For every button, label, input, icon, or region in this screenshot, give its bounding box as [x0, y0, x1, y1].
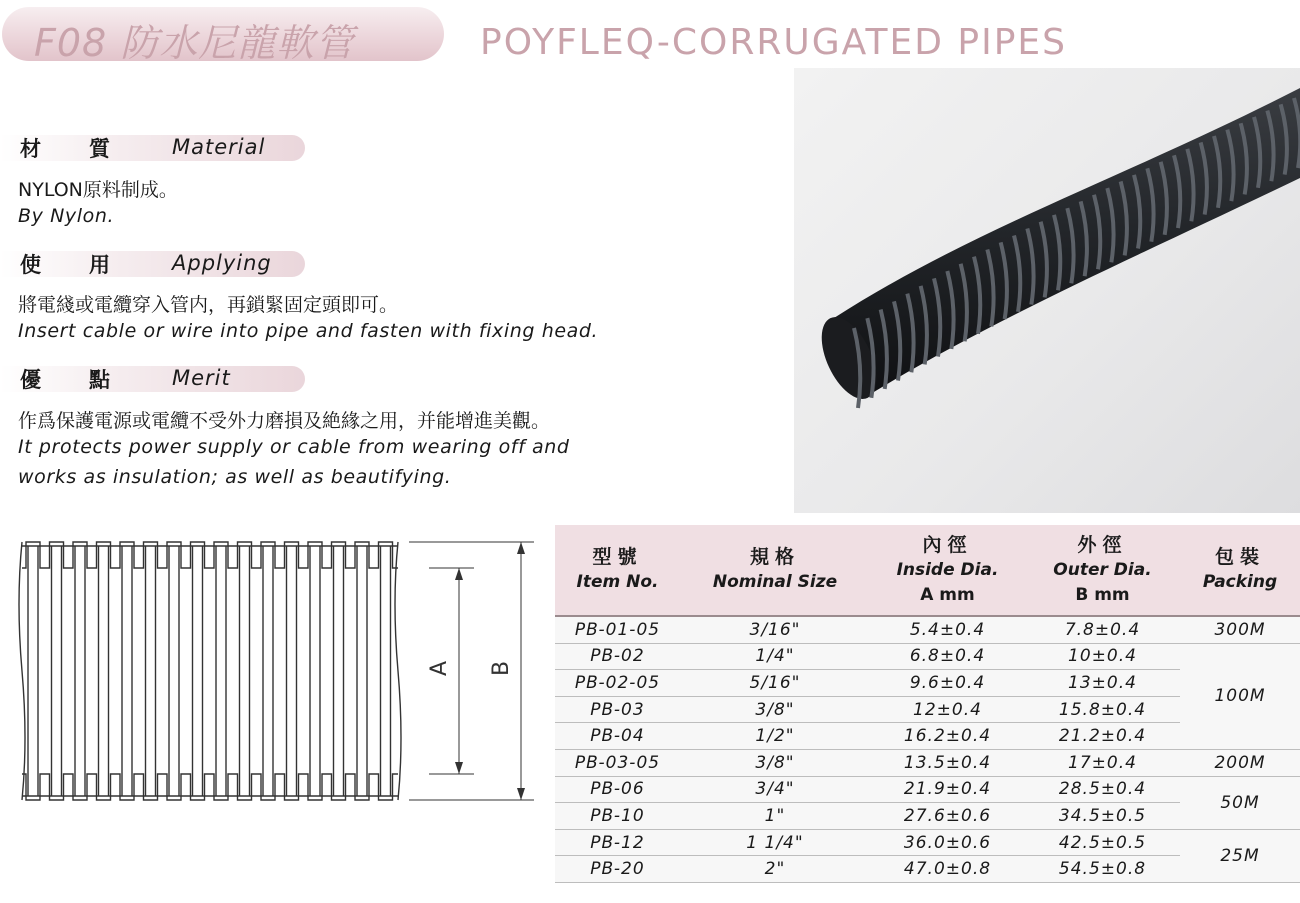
dimension-b-label: B — [489, 660, 514, 676]
pipe-drawing — [14, 528, 544, 818]
applying-zh-label: 使用 — [20, 253, 158, 277]
material-en-text: By Nylon. — [18, 205, 115, 227]
table-row: PB-03 3/8" 12±0.4 15.8±0.4 — [555, 696, 1300, 723]
table-row: PB-12 1 1/4" 36.0±0.6 42.5±0.5 25M — [555, 829, 1300, 856]
packing-cell: 25M — [1180, 829, 1300, 882]
applying-en-label: Applying — [172, 251, 272, 275]
table-row: PB-01-05 3/16" 5.4±0.4 7.8±0.4 300M — [555, 616, 1300, 643]
table-row: PB-04 1/2" 16.2±0.4 21.2±0.4 — [555, 723, 1300, 750]
table-row: PB-06 3/4" 21.9±0.4 28.5±0.4 50M — [555, 776, 1300, 803]
material-zh-text: NYLON原料制成。 — [18, 179, 178, 201]
table-row: PB-02-05 5/16" 9.6±0.4 13±0.4 — [555, 670, 1300, 697]
table-row: PB-20 2" 47.0±0.8 54.5±0.8 — [555, 856, 1300, 883]
applying-en-text: Insert cable or wire into pipe and fasten with fixing head. — [18, 320, 599, 342]
table-row: PB-02 1/4" 6.8±0.4 10±0.4 100M — [555, 643, 1300, 670]
packing-cell: 300M — [1180, 616, 1300, 643]
packing-cell: 100M — [1180, 643, 1300, 749]
material-en-label: Material — [172, 135, 266, 159]
merit-zh-label: 優點 — [20, 368, 158, 392]
header-outer-dia: 外徑 Outer Dia. B mm — [1025, 525, 1180, 616]
pipe-cross-section-diagram — [14, 528, 544, 818]
merit-zh-text: 作爲保護電源或電纜不受外力磨損及絶緣之用，并能增進美觀。 — [18, 410, 551, 432]
material-zh-label: 材質 — [20, 137, 158, 161]
packing-cell: 200M — [1180, 749, 1300, 776]
merit-en-text-1: It protects power supply or cable from wearing off and — [18, 436, 570, 458]
specification-table — [555, 525, 1300, 883]
english-title: POYFLEQ-CORRUGATED PIPES — [480, 22, 1068, 63]
header-inside-dia: 內徑 Inside Dia. A mm — [870, 525, 1025, 616]
table-row: PB-10 1" 27.6±0.6 34.5±0.5 — [555, 803, 1300, 830]
merit-heading — [0, 364, 305, 394]
product-code-title: F08 防水尼龍軟管 — [34, 21, 355, 65]
header-nominal-size: 規格 Nominal Size — [680, 525, 870, 616]
material-heading — [0, 133, 305, 163]
header-item-no: 型號 Item No. — [555, 525, 680, 616]
table-row: PB-03-05 3/8" 13.5±0.4 17±0.4 200M — [555, 749, 1300, 776]
applying-heading — [0, 249, 305, 279]
packing-cell: 50M — [1180, 776, 1300, 829]
applying-zh-text: 將電綫或電纜穿入管内，再鎖緊固定頭即可。 — [18, 294, 399, 316]
dimension-a-label: A — [427, 660, 452, 676]
header-packing: 包裝 Packing — [1180, 525, 1300, 616]
merit-en-label: Merit — [172, 366, 231, 390]
product-photo — [794, 68, 1300, 513]
merit-en-text-2: works as insulation; as well as beautifying. — [18, 466, 452, 488]
corrugated-pipe-image — [794, 68, 1300, 513]
